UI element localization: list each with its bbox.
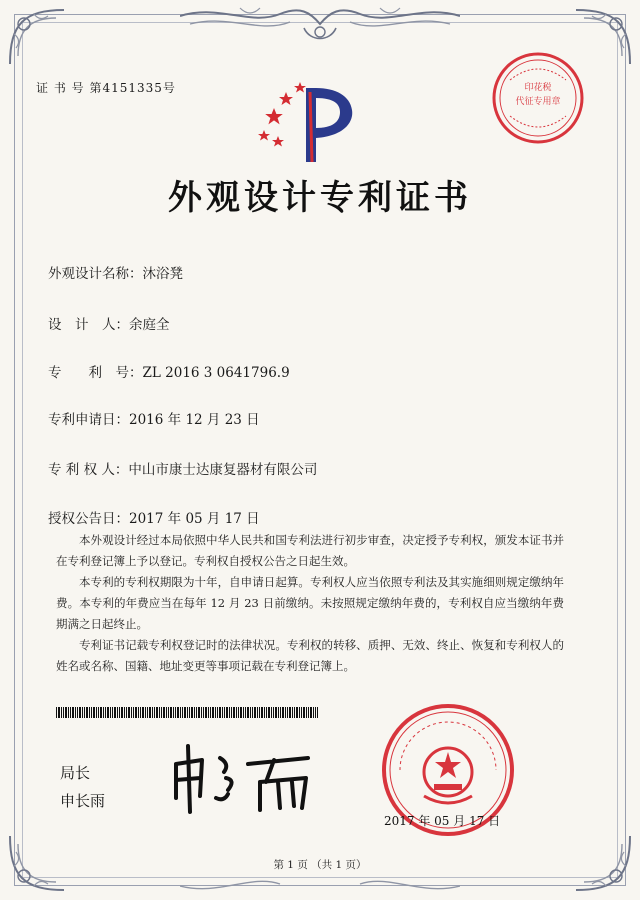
grant-date-field [48, 507, 260, 527]
application-date-label: 专利申请日： [48, 412, 129, 428]
svg-text:印花税: 印花税 [524, 83, 552, 93]
patent-number-value: ZL 2016 3 0641796.9 [142, 365, 290, 381]
designer-field [48, 313, 170, 333]
corner-ornament-icon [4, 4, 74, 74]
page-number: 第 1 页 （共 1 页） [273, 859, 367, 871]
tax-stamp-seal [490, 50, 586, 146]
grant-date-value: 2017 年 05 月 17 日 [129, 511, 260, 527]
patent-number-field [48, 361, 290, 381]
body-paragraph: 本专利的专利权期限为十年，自申请日起算。专利权人应当依照专利法及其实施细则规定缴纳年费。本专利的年费应当在每年 12 月 23 日前缴纳。未按照规定缴纳年费的，专利权自应当缴纳年费期满之日起终止。 [56, 575, 564, 631]
body-paragraph: 专利证书记载专利权登记时的法律状况。专利权的转移、质押、无效、终止、恢复和专利权人的姓名或名称、国籍、地址变更等事项记载在专利登记簿上。 [56, 638, 564, 673]
design-name-label: 外观设计名称： [48, 266, 143, 282]
patentee-field [48, 458, 317, 478]
design-name-field [48, 262, 183, 282]
director-title: 局长 [60, 764, 91, 782]
patentee-label: 专 利 权 人： [48, 462, 129, 478]
designer-label: 设 计 人： [48, 317, 129, 333]
certificate-number-value: 第4151335号 [89, 81, 176, 95]
top-ornament-icon [180, 2, 460, 52]
application-date-value: 2016 年 12 月 23 日 [129, 412, 260, 428]
application-date-field [48, 408, 260, 428]
certificate-number-label: 证 书 号 [36, 81, 85, 95]
body-paragraph: 本外观设计经过本局依照中华人民共和国专利法进行初步审查，决定授予专利权，颁发本证书并在专利登记簿上予以登记。专利权自授权公告之日起生效。 [56, 533, 564, 568]
certificate-number [36, 79, 176, 96]
design-name-value: 沐浴凳 [142, 266, 183, 282]
issue-date: 2017 年 05 月 17 日 [384, 814, 501, 828]
director-signature [168, 738, 318, 816]
patent-number-label: 专 利 号： [48, 365, 143, 381]
grant-date-label: 授权公告日： [48, 511, 129, 527]
barcode-icon [56, 707, 318, 718]
director-name: 申长雨 [60, 792, 106, 810]
designer-value: 余庭全 [129, 317, 170, 333]
certificate-body [56, 530, 564, 677]
document-title: 外观设计专利证书 [168, 178, 472, 218]
sipo-logo-icon [254, 78, 358, 164]
svg-text:代征专用章: 代征专用章 [515, 97, 561, 107]
patentee-value: 中山市康士达康复器材有限公司 [128, 462, 318, 478]
